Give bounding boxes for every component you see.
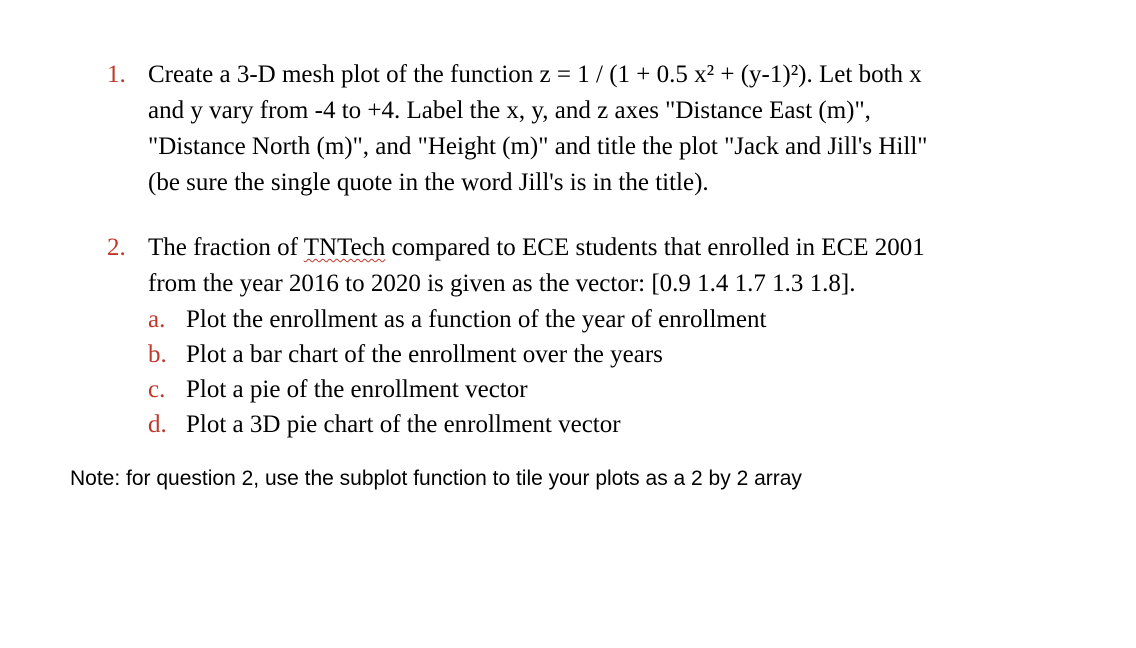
question-1-line: (be sure the single quote in the word Jill's is in the title).: [148, 169, 709, 196]
subitem-text: Plot a bar chart of the enrollment over the years: [186, 341, 663, 368]
subitem-letter: a.: [148, 306, 166, 333]
subitem-c: [148, 372, 1128, 407]
subitem-text: Plot a pie of the enrollment vector: [186, 376, 528, 403]
subitem-text: Plot a 3D pie chart of the enrollment vector: [186, 411, 621, 438]
question-2-number: 2.: [107, 234, 126, 261]
question-2-line: [148, 230, 1128, 266]
subitem-text: Plot the enrollment as a function of the year of enrollment: [186, 306, 767, 333]
spellcheck-flagged-word[interactable]: TNTech: [303, 234, 386, 261]
question-1-line: and y vary from -4 to +4. Label the x, y, and z axes "Distance East (m)",: [148, 97, 871, 124]
question-2-line-start: The fraction of: [148, 234, 304, 261]
subitem-d: [148, 407, 1128, 442]
subitem-letter: b.: [148, 341, 167, 368]
question-2-line: from the year 2016 to 2020 is given as the vector: [0.9 1.4 1.7 1.3 1.8].: [148, 270, 856, 297]
subitem-letter: d.: [148, 411, 167, 438]
question-1-number: 1.: [107, 61, 126, 88]
question-1-line: Create a 3-D mesh plot of the function z = 1 / (1 + 0.5 x² + (y-1)²). Let both x: [148, 61, 922, 88]
question-2-text: [148, 230, 1128, 438]
question-2-line-end: compared to ECE students that enrolled in ECE 2001: [385, 234, 925, 261]
note-text: Note: for question 2, use the subplot function to tile your plots as a 2 by 2 array: [70, 467, 802, 490]
subitem-letter: c.: [148, 376, 166, 403]
subitem-a: [148, 302, 1128, 337]
subitem-b: [148, 337, 1128, 372]
question-1-text: [148, 57, 1128, 201]
question-1-line: "Distance North (m)", and "Height (m)" and title the plot "Jack and Jill's Hill": [148, 133, 928, 160]
question-2-subitems: [148, 302, 1128, 442]
